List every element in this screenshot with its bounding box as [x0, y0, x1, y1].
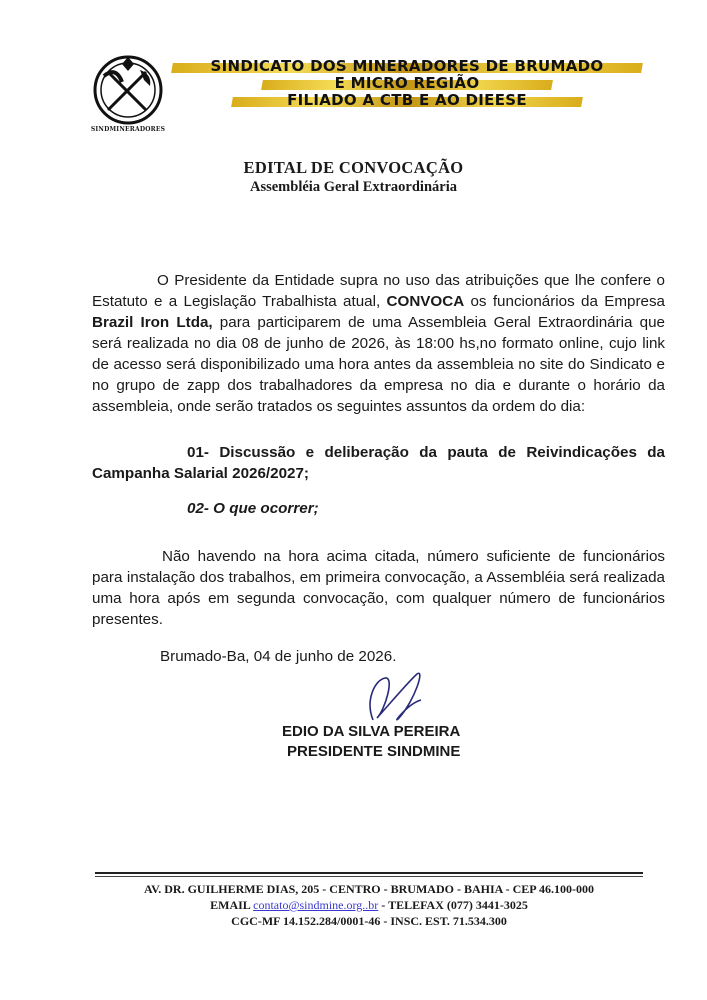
banner-line-3: FILIADO A CTB E AO DIEESE	[172, 92, 642, 109]
footer-divider-thin	[95, 876, 643, 877]
logo-caption: SINDMINERADORES	[90, 126, 166, 133]
signer-role: PRESIDENTE SINDMINE	[287, 743, 461, 760]
footer-divider	[95, 872, 643, 874]
email-label: EMAIL	[210, 898, 251, 912]
p1-text-b: os funcionários da Empresa	[464, 293, 665, 310]
agenda-item-2: 02- O que ocorrer;	[187, 500, 319, 517]
convocation-paragraph	[92, 270, 665, 417]
footer-phone: - TELEFAX (077) 3441-3025	[378, 898, 528, 912]
p1-company: Brazil Iron Ltda,	[92, 314, 213, 331]
document-title	[0, 158, 707, 196]
quorum-paragraph: Não havendo na hora acima citada, número suficiente de funcionários para instalação dos trabalhos, em primeira convocação, a Assembléia será realizada uma hora após em segunda convocação, com qualquer número de funcionários presentes.	[92, 548, 665, 628]
email-link[interactable]: contato@sindmine.org..br	[253, 898, 379, 912]
banner-line-2: E MICRO REGIÃO	[172, 75, 642, 92]
title-main: EDITAL DE CONVOCAÇÃO	[243, 158, 464, 177]
title-subtitle: Assembléia Geral Extraordinária	[249, 179, 457, 195]
place-date: Brumado-Ba, 04 de junho de 2026.	[160, 648, 397, 665]
union-banner	[172, 58, 642, 109]
footer	[95, 881, 643, 929]
banner-line-1: SINDICATO DOS MINERADORES DE BRUMADO	[172, 58, 642, 75]
p1-convoca: CONVOCA	[386, 293, 465, 310]
p1-text-c: para participarem de uma Assembleia Geral Extraordinária que será realizada no dia 08 de junho de 2026, às 18:00 hs,no formato online, cujo link de acesso será disponibilizado uma hora antes da assembleia no site do Sindicato e no grupo de zapp dos trabalhadores da empresa no dia e durante o horário da assembleia, onde serão tratados os seguintes assuntos da ordem do dia:	[92, 314, 665, 415]
p1-text-a: O Presidente da Entidade supra no uso das atribuições que lhe confere o Estatuto e a Legislação Trabalhista atual,	[92, 272, 665, 310]
signer-block	[282, 722, 460, 762]
footer-registry: CGC-MF 14.152.284/0001-46 - INSC. EST. 71.534.300	[231, 914, 507, 928]
signer-name: EDIO DA SILVA PEREIRA	[282, 723, 461, 740]
union-logo-icon	[88, 52, 168, 136]
agenda-item-1: 01- Discussão e deliberação da pauta de Reivindicações da Campanha Salarial 2026/2027;	[92, 444, 665, 482]
footer-address: AV. DR. GUILHERME DIAS, 205 - CENTRO - BRUMADO - BAHIA - CEP 46.100-000	[144, 882, 594, 896]
footer-contact	[95, 897, 643, 913]
